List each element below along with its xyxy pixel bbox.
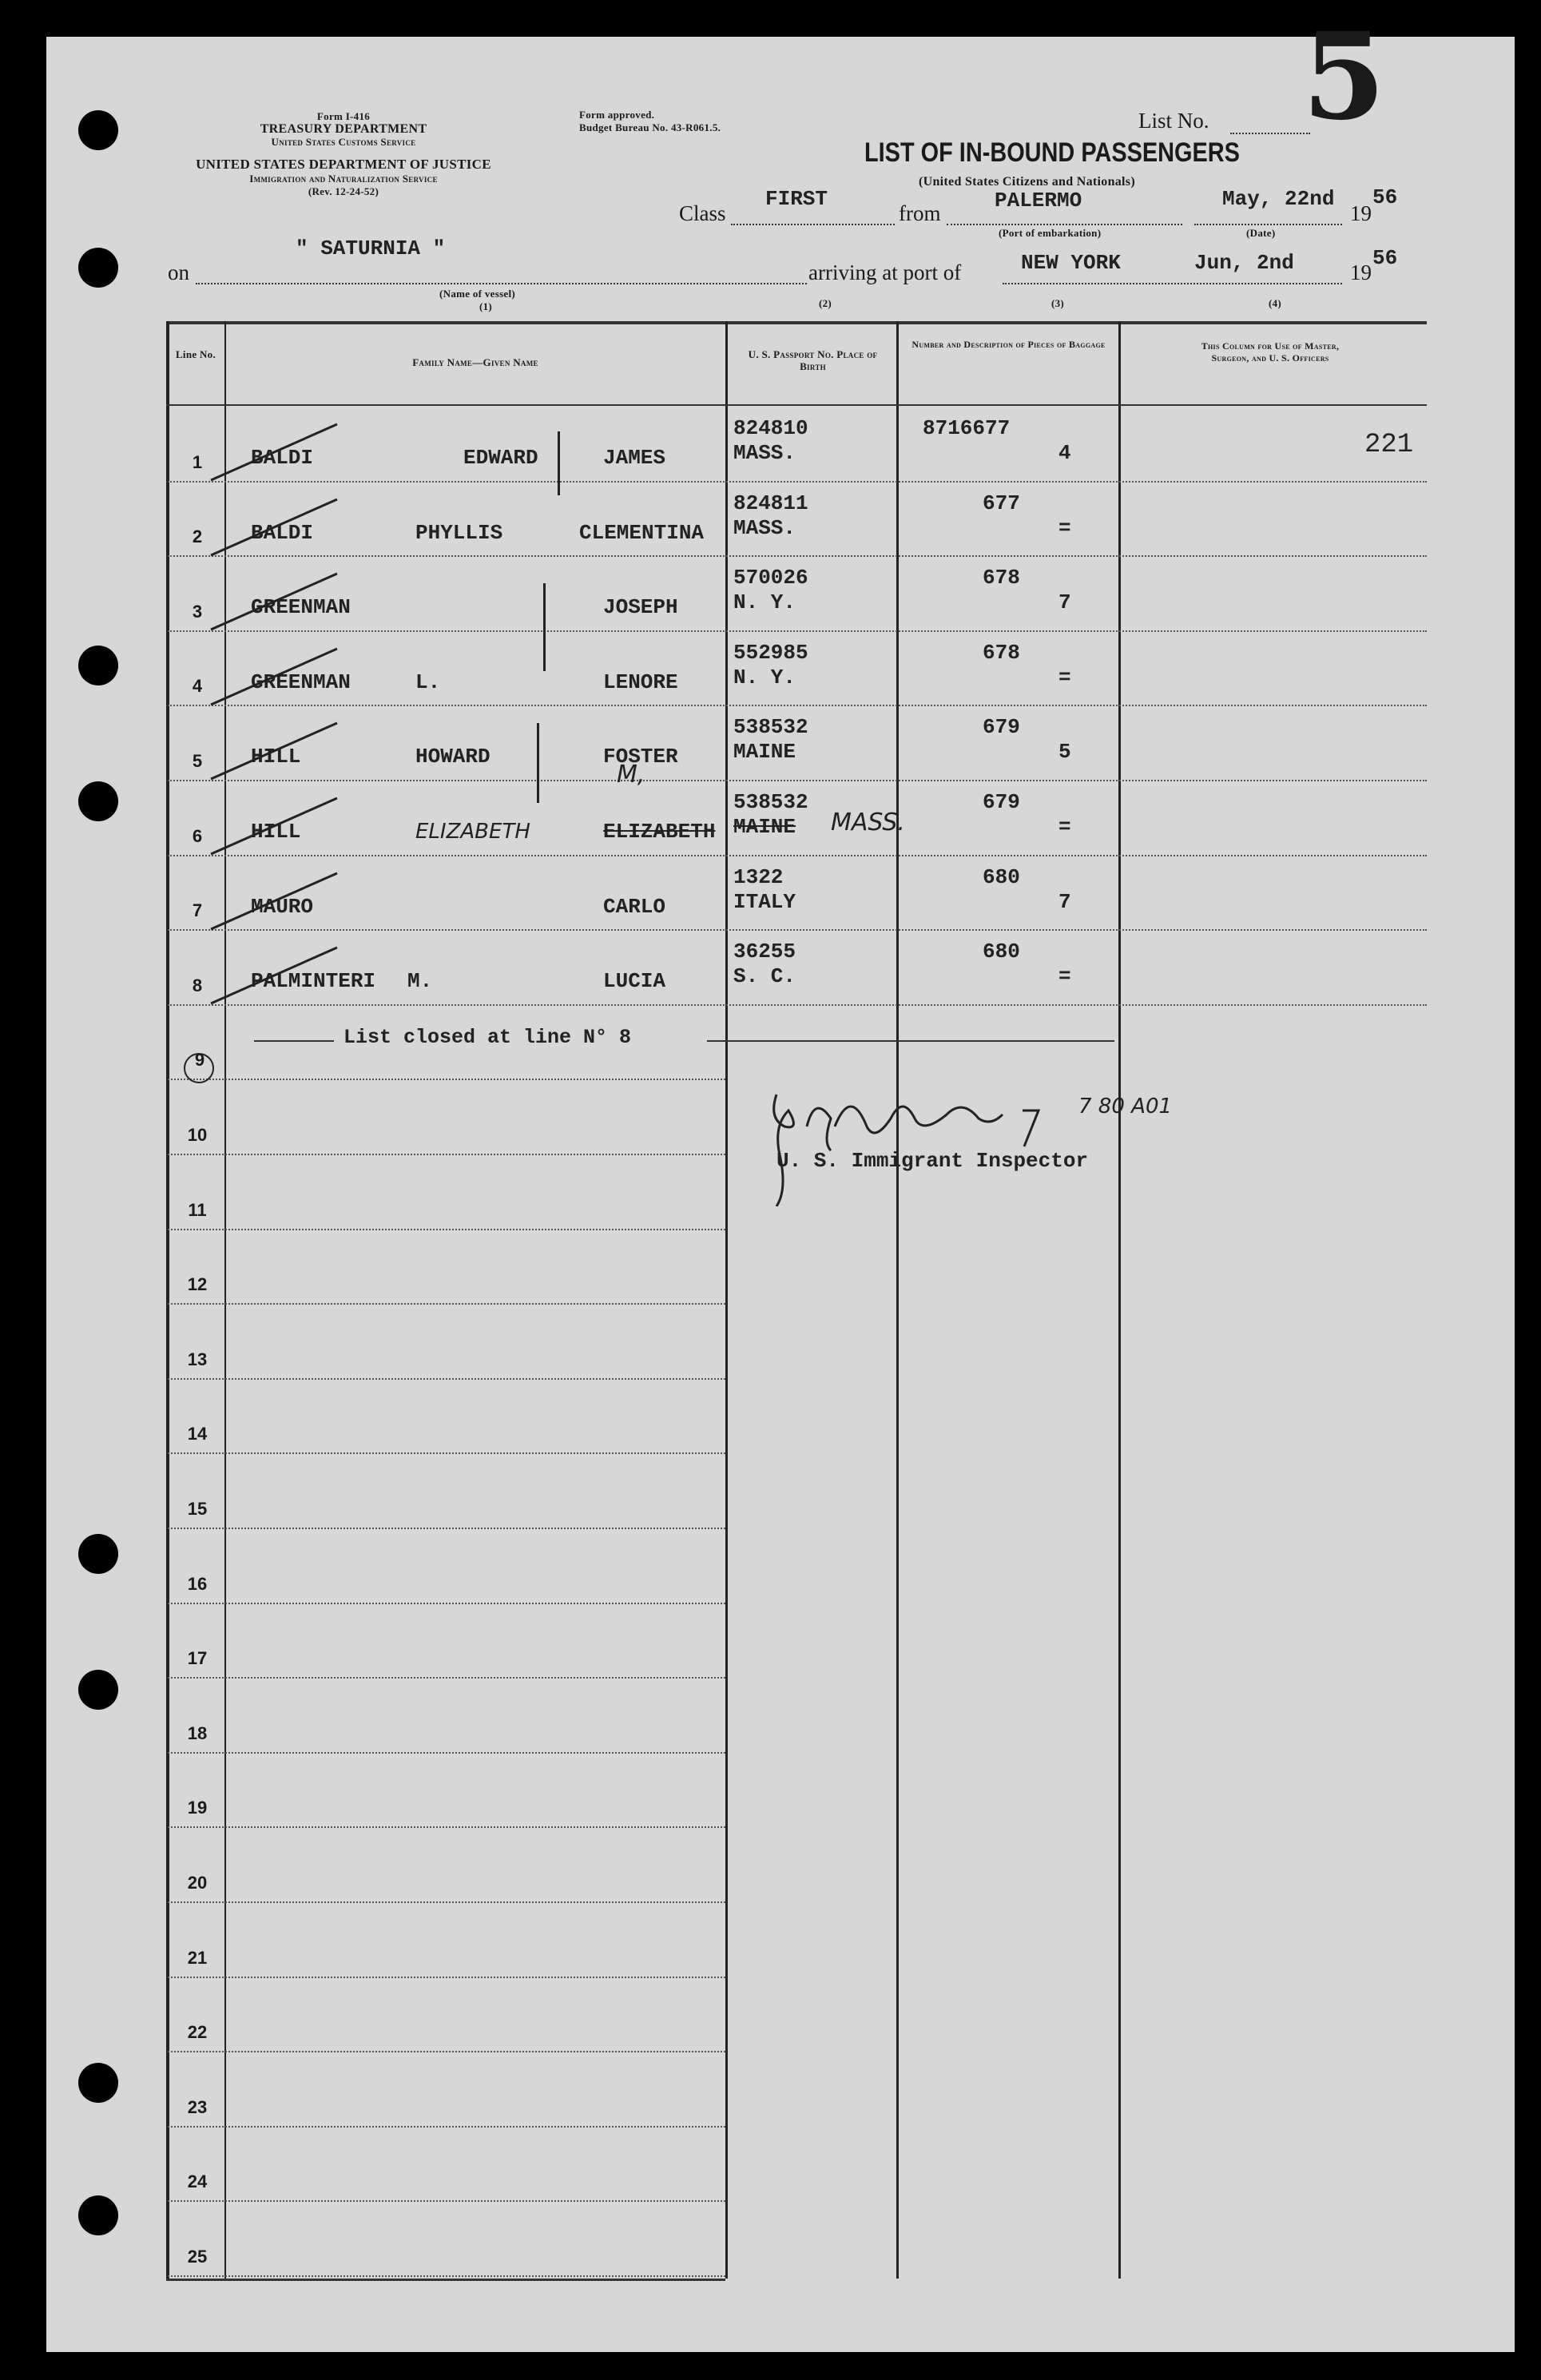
name-col-rule [725, 321, 728, 2279]
baggage-pieces: 5 [1058, 740, 1071, 764]
closed-dash-left [254, 1040, 334, 1042]
year-prefix: 19 [1350, 201, 1372, 225]
punch-hole [78, 2063, 118, 2103]
row-separator [168, 2275, 725, 2277]
baggage-pieces: = [1058, 964, 1071, 988]
given-name: L. [415, 670, 441, 694]
punch-hole [78, 248, 118, 288]
table-left-rule [166, 321, 169, 2279]
on-label: on [168, 260, 189, 284]
line-number: 14 [187, 1424, 208, 1444]
family-name: GREENMAN [251, 595, 351, 619]
form-subtitle: (United States Citizens and Nationals) [919, 175, 1135, 189]
year-prefix: 19 [1350, 260, 1372, 284]
row-separator [168, 2126, 725, 2128]
table-bottom-rule [166, 2279, 725, 2281]
arrival-port: NEW YORK [1021, 251, 1121, 275]
place-of-birth: N. Y. [733, 666, 796, 689]
row-separator [168, 2051, 725, 2052]
line-number: 20 [187, 1873, 208, 1893]
column-3-ref: (3) [1051, 297, 1065, 309]
row-separator [168, 1603, 725, 1604]
line-number: 21 [187, 1948, 208, 1968]
class-label: Class [679, 201, 726, 225]
baggage-number: 678 [983, 566, 1020, 590]
passport-number: 1322 [733, 865, 784, 889]
family-name: MAURO [251, 895, 314, 919]
departure-date: May, 22nd [1222, 187, 1335, 211]
passport-number: 36255 [733, 940, 796, 964]
family-name: HILL [251, 820, 301, 844]
middle-name: JOSEPH [603, 595, 678, 619]
passport-number: 538532 [733, 715, 808, 739]
line-number: 8 [192, 975, 203, 995]
date-caption: (Date) [1246, 227, 1276, 239]
departure-year: 56 [1372, 185, 1398, 209]
given-name: EDWARD [463, 446, 538, 470]
line-number: 2 [192, 526, 203, 546]
middle-name: CARLO [603, 895, 666, 919]
place-of-birth: MAINE [733, 815, 796, 839]
punch-hole [78, 2195, 118, 2235]
row-separator [168, 481, 1427, 483]
table-top-rule [166, 321, 1427, 324]
place-of-birth: MAINE [733, 740, 796, 764]
baggage-pieces: = [1058, 666, 1071, 689]
row-separator [168, 780, 1427, 781]
inspector-title: U. S. Immigrant Inspector [776, 1149, 1089, 1173]
given-name: ELIZABETH [415, 820, 530, 844]
header-bottom-rule [166, 404, 1427, 406]
class-value: FIRST [765, 187, 828, 211]
given-name: PHYLLIS [415, 521, 503, 545]
name-header: Family Name—Given Name [412, 356, 538, 368]
ins-service: Immigration and Naturalization Service [249, 173, 438, 185]
family-name: HILL [251, 745, 301, 769]
punch-hole [78, 1534, 118, 1574]
form-number: Form I-416 [316, 110, 371, 122]
arrival-year: 56 [1372, 246, 1398, 270]
row-separator [168, 1977, 725, 1978]
given-name: HOWARD [415, 745, 490, 769]
row-separator [168, 855, 1427, 856]
line-number: 19 [187, 1798, 208, 1818]
tick-mark [209, 944, 345, 1007]
baggage-pieces: = [1058, 815, 1071, 839]
tick-mark [209, 420, 345, 484]
tick-mark [209, 645, 345, 709]
family-name: BALDI [251, 446, 314, 470]
class-dots [731, 224, 895, 225]
officer-note: 221 [1364, 430, 1414, 460]
line-number: 7 [192, 900, 203, 920]
circled-line-nine [184, 1053, 214, 1083]
baggage-pieces: 7 [1058, 890, 1071, 914]
middle-name: ELIZABETH [603, 820, 716, 844]
baggage-col-rule [1118, 321, 1121, 2279]
row-separator [168, 705, 1427, 706]
tick-mark [209, 794, 345, 858]
row-separator [168, 1154, 725, 1155]
family-name: PALMINTERI [251, 969, 376, 993]
given-name: M. [407, 969, 433, 993]
tick-mark [209, 719, 345, 783]
place-of-birth: ITALY [733, 890, 796, 914]
pen-stroke [558, 431, 560, 495]
tick-mark [209, 570, 345, 634]
passport-number: 570026 [733, 566, 808, 590]
customs-service: United States Customs Service [271, 136, 416, 148]
passport-number: 538532 [733, 790, 808, 814]
officers-header: This Column for Use of Master, Surgeon, and U. S. Officers [1201, 340, 1340, 364]
punch-hole [78, 110, 118, 150]
middle-name: CLEMENTINA [579, 521, 705, 545]
budget-bureau: Budget Bureau No. 43-R061.5. [579, 121, 721, 133]
line-number: 24 [187, 2171, 208, 2191]
family-name: BALDI [251, 521, 314, 545]
row-separator [168, 555, 1427, 557]
line-number: 6 [192, 826, 203, 846]
middle-name: LUCIA [603, 969, 666, 993]
line-number: 13 [187, 1349, 208, 1369]
line-number: 12 [187, 1274, 208, 1294]
punch-hole [78, 646, 118, 685]
list-no-dots [1230, 133, 1310, 134]
vessel-name: " SATURNIA " [296, 236, 446, 260]
form-title: LIST OF IN-BOUND PASSENGERS [864, 137, 1240, 168]
column-2-ref: (2) [819, 297, 832, 309]
tick-mark [209, 869, 345, 933]
baggage-number: 679 [983, 715, 1020, 739]
punch-hole [78, 1670, 118, 1710]
baggage-pieces: 7 [1058, 590, 1071, 614]
row-separator [168, 1079, 725, 1080]
middle-name: LENORE [603, 670, 678, 694]
treasury-dept: TREASURY DEPARTMENT [260, 122, 427, 136]
line-number: 9 [194, 1050, 205, 1070]
baggage-number: 679 [983, 790, 1020, 814]
passport-number: 552985 [733, 641, 808, 665]
baggage-header: Number and Description of Pieces of Baggage [911, 339, 1106, 350]
line-number: 16 [187, 1574, 208, 1594]
column-4-ref: (4) [1269, 297, 1282, 309]
column-1-ref: (1) [479, 300, 493, 312]
row-separator [168, 630, 1427, 632]
punch-hole [78, 781, 118, 821]
row-separator [168, 1528, 725, 1529]
row-separator [168, 1677, 725, 1679]
row-separator [168, 1229, 725, 1230]
baggage-number: 677 [983, 491, 1020, 515]
list-closed-text: List closed at line N° 8 [344, 1026, 632, 1049]
line-number: 11 [188, 1200, 207, 1220]
line-number: 17 [187, 1648, 208, 1668]
passport-header: U. S. Passport No. Place of Birth [748, 348, 878, 372]
line-no-header: Line No. [175, 348, 216, 360]
tick-mark [209, 495, 345, 559]
inspector-annotation: 7 80 A01 [1078, 1095, 1173, 1118]
pen-stroke [543, 583, 546, 671]
line-number: 5 [192, 751, 203, 771]
family-name: GREENMAN [251, 670, 351, 694]
baggage-number: 678 [983, 641, 1020, 665]
row-separator [168, 1826, 725, 1828]
line-number: 23 [187, 2097, 208, 2117]
arrival-dots [1003, 283, 1342, 284]
pen-stroke [537, 723, 539, 803]
row-separator [168, 1004, 1427, 1006]
row-separator [168, 1901, 725, 1903]
place-of-birth: MASS. [733, 441, 796, 465]
line-number: 18 [187, 1723, 208, 1743]
list-no-label: List No. [1138, 109, 1209, 133]
closed-dash-right [707, 1040, 1114, 1042]
place-of-birth: S. C. [733, 964, 796, 988]
line-number: 22 [187, 2022, 208, 2042]
passport-col-rule [896, 321, 899, 2279]
list-number: 5 [1302, 6, 1386, 147]
form-approved: Form approved. [579, 109, 655, 121]
handwritten-middle-initial: M, [617, 761, 645, 789]
arriving-label: arriving at port of [808, 260, 962, 284]
baggage-number: 8716677 [923, 416, 1011, 440]
row-separator [168, 1452, 725, 1454]
line-number: 4 [192, 676, 203, 696]
baggage-pieces: = [1058, 516, 1071, 540]
port-of-embarkation: PALERMO [995, 189, 1082, 213]
revision-date: (Rev. 12-24-52) [308, 185, 379, 197]
handwritten-birth-correction: MASS. [831, 809, 905, 836]
place-of-birth: MASS. [733, 516, 796, 540]
row-separator [168, 1752, 725, 1754]
baggage-pieces: 4 [1058, 441, 1071, 465]
port-caption: (Port of embarkation) [999, 227, 1102, 239]
line-number: 10 [187, 1125, 208, 1145]
baggage-number: 680 [983, 865, 1020, 889]
from-dots [947, 224, 1182, 225]
row-separator [168, 1378, 725, 1380]
row-separator [168, 2200, 725, 2202]
line-number: 15 [187, 1499, 208, 1519]
passport-number: 824810 [733, 416, 808, 440]
line-number: 25 [187, 2247, 208, 2267]
middle-name: FOSTER [603, 745, 678, 769]
date-dots [1194, 224, 1342, 225]
line-number: 1 [192, 452, 203, 472]
row-separator [168, 1303, 725, 1305]
vessel-dots [196, 283, 807, 284]
vessel-caption: (Name of vessel) [439, 288, 516, 300]
arrival-date: Jun, 2nd [1194, 251, 1294, 275]
place-of-birth: N. Y. [733, 590, 796, 614]
justice-dept: UNITED STATES DEPARTMENT OF JUSTICE [196, 157, 491, 172]
baggage-number: 680 [983, 940, 1020, 964]
passport-number: 824811 [733, 491, 808, 515]
from-label: from [899, 201, 941, 225]
row-separator [168, 929, 1427, 931]
middle-name: JAMES [603, 446, 666, 470]
line-number: 3 [192, 602, 203, 622]
